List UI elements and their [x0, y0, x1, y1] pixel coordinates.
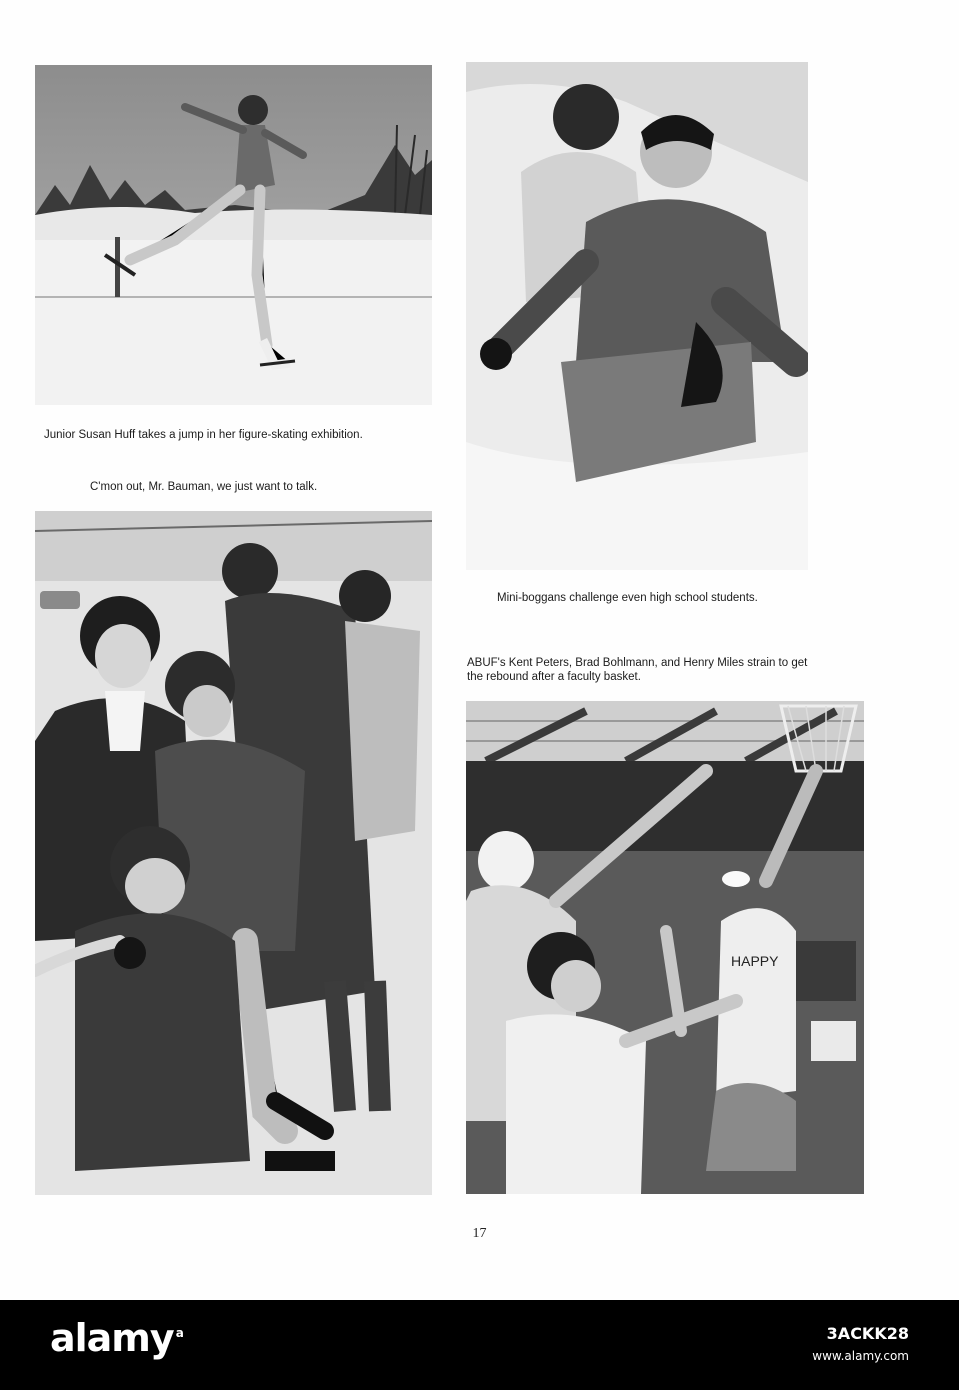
- image-id: 3ACKK28: [826, 1324, 909, 1343]
- banner-meta: [812, 1324, 909, 1363]
- tug-of-war-photo: [35, 511, 432, 1195]
- basketball-caption-line1: ABUF's Kent Peters, Brad Bohlmann, and Henry Miles strain to get: [467, 657, 808, 669]
- page-number: 17: [472, 1226, 487, 1241]
- site-url: www.alamy.com: [812, 1349, 909, 1363]
- basketball-caption: [467, 656, 807, 684]
- alamy-logo-text: alamy: [50, 1316, 174, 1360]
- alamy-logo-mark: a: [175, 1326, 183, 1341]
- basketball-caption-line2: the rebound after a faculty basket.: [467, 671, 641, 683]
- sledding-caption: Mini-boggans challenge even high school students.: [497, 592, 758, 604]
- figure-skating-caption: Junior Susan Huff takes a jump in her figure-skating exhibition.: [44, 429, 363, 441]
- watermark-banner: [0, 1300, 959, 1390]
- tug-of-war-caption: C'mon out, Mr. Bauman, we just want to talk.: [90, 481, 318, 493]
- alamy-logo: [50, 1316, 183, 1360]
- shirt-lettering: HAPPY: [731, 953, 779, 969]
- figure-skating-photo: [35, 65, 432, 405]
- sledding-photo: [466, 62, 808, 570]
- basketball-photo: [466, 701, 864, 1194]
